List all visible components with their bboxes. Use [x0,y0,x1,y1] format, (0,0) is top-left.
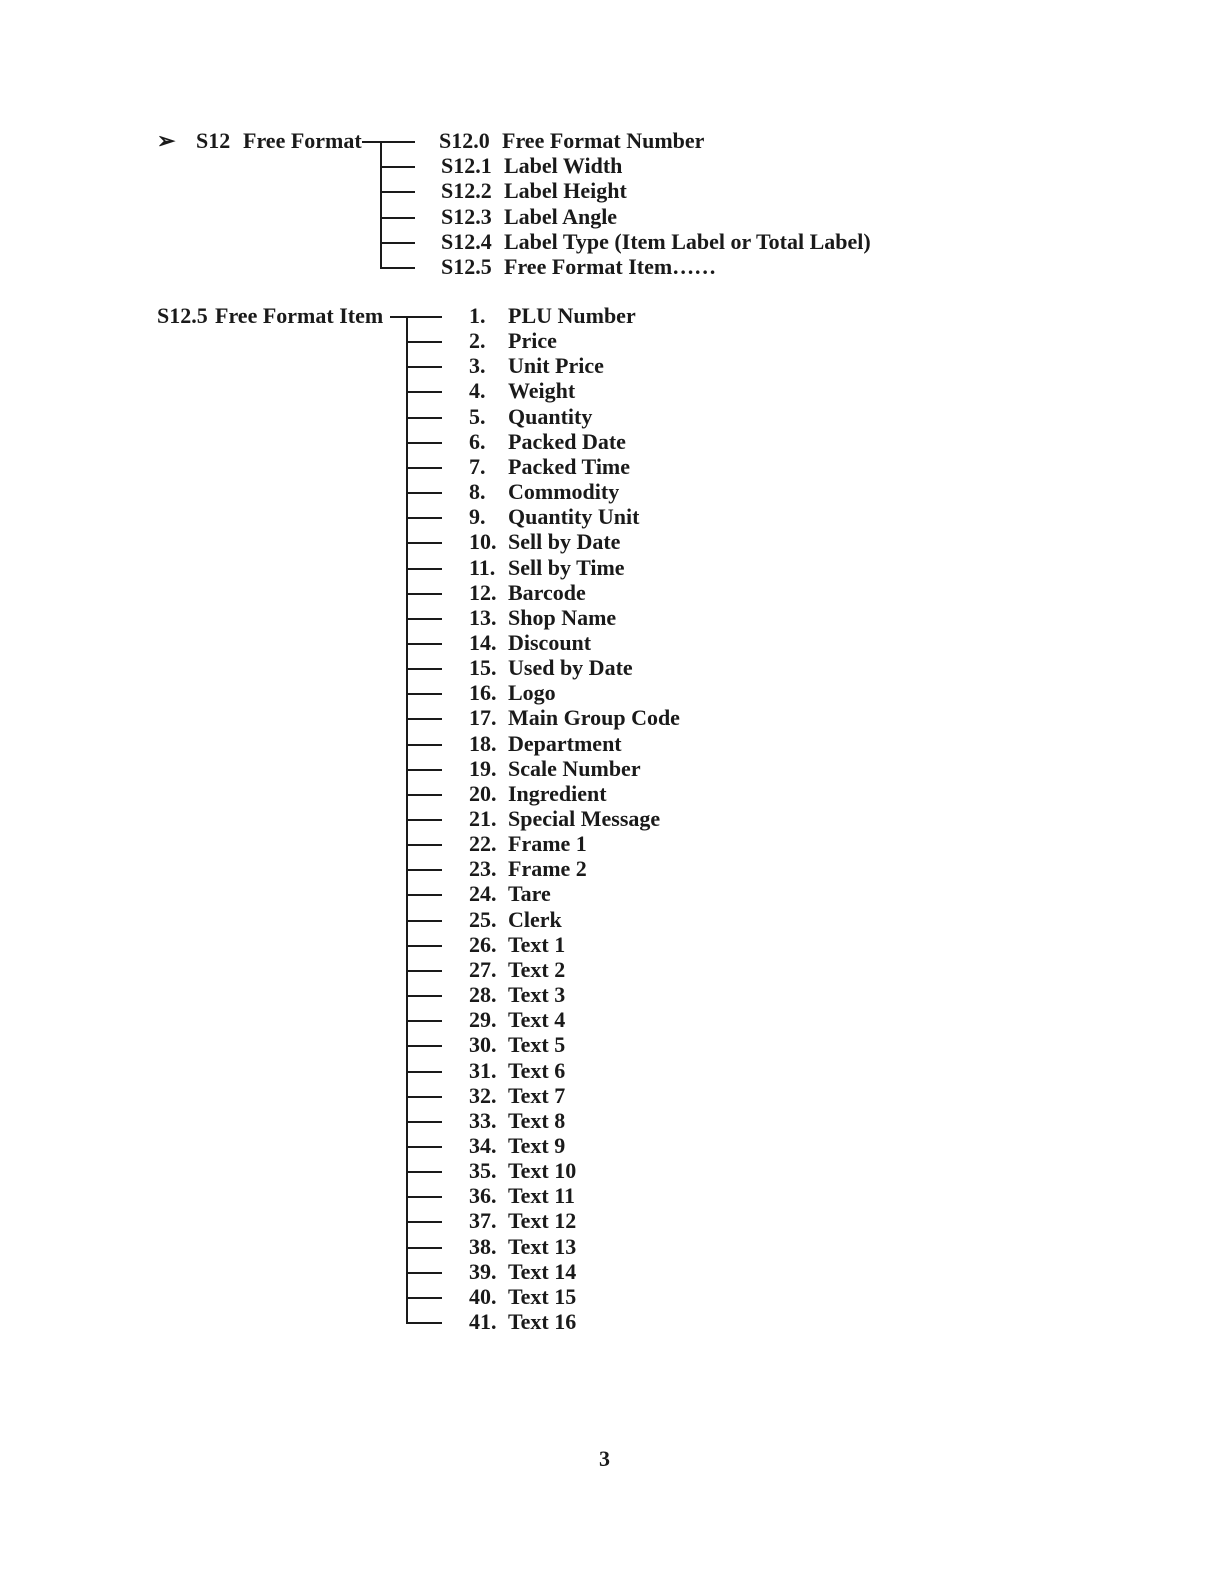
s12-child-code: S12.4 [441,228,492,254]
list-item-label: Weight [508,378,576,404]
s12-code: S12 [196,128,231,153]
item-tree-branch [406,1196,442,1198]
list-item-number: 4. [469,378,486,404]
list-item-label: Special Message [508,806,661,831]
item-tree-branch [406,995,442,997]
s12-title: Free Format [243,128,362,153]
s12-child-code: S12.5 [441,254,492,279]
item-tree-branch [406,442,442,444]
s12-child-code: S12.2 [441,178,492,204]
list-item-number: 14. [469,629,497,655]
list-item-label: Ingredient [508,780,607,806]
item-tree-branch [406,920,442,922]
item-tree-branch [406,1096,442,1098]
list-item-number: 28. [469,982,497,1008]
s12-child-code: S12.3 [441,203,492,229]
list-item-label: Text 11 [508,1183,576,1209]
s12-child-label: Free Format Number [502,128,705,153]
s12-child-label: Label Height [504,178,627,204]
s12-child-code: S12.1 [441,153,492,179]
list-item-label: Commodity [508,479,620,505]
list-item-label: Text 4 [508,1007,566,1033]
item-tree-branch [406,517,442,519]
list-item-label: Packed Date [508,428,626,454]
list-item-number: 37. [469,1208,497,1234]
item-tree-branch [406,1121,442,1123]
list-item-label: Text 7 [508,1082,566,1108]
list-item-number: 30. [469,1032,497,1058]
list-item-label: Text 5 [508,1032,566,1058]
list-item-number: 17. [469,705,497,731]
list-item-number: 38. [469,1233,497,1259]
s12-child-label: Free Format Item…… [504,254,717,279]
list-item-number: 25. [469,906,497,932]
list-item-label: Department [508,730,622,756]
list-item-label: Packed Time [508,453,631,479]
list-item-number: 32. [469,1082,497,1108]
list-item-label: Clerk [508,906,562,932]
list-item-number: 23. [469,856,497,882]
item-tree-branch [406,970,442,972]
list-item-number: 20. [469,780,497,806]
item-tree-branch [406,467,442,469]
item-tree-branch [406,593,442,595]
list-item-number: 15. [469,655,497,681]
item-tree-branch [406,1322,442,1324]
list-item-label: PLU Number [508,303,636,328]
list-item-label: Text 2 [508,956,566,982]
item-tree-branch [406,668,442,670]
free-format-item-code: S12.5 [157,303,208,328]
item-tree-branch [406,1221,442,1223]
item-tree-branch [406,542,442,544]
list-item-number: 2. [469,328,486,354]
list-item-number: 13. [469,604,497,630]
list-item-number: 5. [469,403,486,429]
list-item-label: Frame 1 [508,831,587,857]
list-item-number: 10. [469,529,497,555]
s12-child-label: Label Type (Item Label or Total Label) [504,228,871,254]
list-item-label: Barcode [508,579,586,605]
item-tree-branch [406,341,442,343]
item-tree-branch [406,718,442,720]
list-item-label: Text 12 [508,1208,577,1234]
list-item-number: 29. [469,1007,497,1033]
s12-child-code: S12.0 [439,128,490,153]
free-format-item-title: Free Format Item [215,303,384,328]
list-item-number: 16. [469,680,497,706]
list-item-label: Used by Date [508,655,633,681]
list-item-label: Sell by Time [508,554,625,580]
list-item-number: 11. [469,554,496,580]
list-item-number: 3. [469,353,486,379]
item-tree-branch [406,894,442,896]
list-item-number: 31. [469,1057,497,1083]
item-tree-branch [406,1247,442,1249]
item-tree-branch [406,1045,442,1047]
item-tree-branch [406,391,442,393]
list-item-label: Sell by Date [508,529,621,555]
item-tree-branch [406,1272,442,1274]
list-item-number: 9. [469,504,486,530]
item-tree-branch [406,744,442,746]
item-tree-branch [406,1146,442,1148]
list-item-number: 26. [469,931,497,957]
item-tree-branch [406,316,442,318]
s12-child-label: Label Width [504,153,623,179]
item-tree-branch [406,1297,442,1299]
item-tree-branch [406,492,442,494]
list-item-label: Text 3 [508,982,566,1008]
list-item-number: 36. [469,1183,497,1209]
list-item-label: Shop Name [508,604,617,630]
item-tree-branch [406,794,442,796]
list-item-number: 39. [469,1258,497,1284]
item-tree-branch [406,417,442,419]
item-tree-branch [406,568,442,570]
list-item-number: 34. [469,1132,497,1158]
list-item-number: 6. [469,428,486,454]
list-item-number: 24. [469,881,497,907]
item-tree-branch [406,945,442,947]
list-item-label: Tare [508,881,551,907]
list-item-label: Text 1 [508,931,566,957]
list-item-number: 40. [469,1283,497,1309]
list-item-label: Text 9 [508,1132,566,1158]
item-tree-branch [406,693,442,695]
list-item-label: Logo [508,680,556,706]
item-tree-branch [406,643,442,645]
list-item-number: 18. [469,730,497,756]
list-item-label: Price [508,328,557,354]
list-item-number: 21. [469,806,497,831]
s12-bullet-icon: ➢ [157,128,176,153]
list-item-label: Discount [508,629,592,655]
list-item-label: Text 16 [508,1309,577,1334]
list-item-label: Text 10 [508,1158,577,1184]
item-tree-branch [406,869,442,871]
item-tree-branch [406,1071,442,1073]
list-item-number: 1. [469,303,486,328]
list-item-number: 19. [469,755,497,781]
item-tree-branch [406,844,442,846]
item-tree-branch [406,618,442,620]
list-item-number: 12. [469,579,497,605]
list-item-number: 41. [469,1309,497,1334]
list-item-label: Text 15 [508,1283,577,1309]
list-item-label: Text 6 [508,1057,566,1083]
page-number: 3 [599,1446,610,1471]
list-item-number: 35. [469,1158,497,1184]
list-item-label: Text 13 [508,1233,577,1259]
list-item-number: 33. [469,1107,497,1133]
list-item-label: Main Group Code [508,705,680,731]
item-tree-branch [406,819,442,821]
item-tree-branch [406,366,442,368]
s12-child-label: Label Angle [504,203,618,229]
list-item-label: Quantity Unit [508,504,640,530]
list-item-number: 7. [469,453,486,479]
list-item-number: 8. [469,479,486,505]
list-item-label: Unit Price [508,353,604,379]
list-item-label: Scale Number [508,755,641,781]
list-item-label: Frame 2 [508,856,587,882]
item-tree-branch [406,1171,442,1173]
list-item-label: Text 8 [508,1107,566,1133]
item-tree-branch [406,769,442,771]
list-item-number: 27. [469,956,497,982]
list-item-number: 22. [469,831,497,857]
list-item-label: Text 14 [508,1258,577,1284]
list-item-label: Quantity [508,403,593,429]
item-tree-branch [406,1020,442,1022]
